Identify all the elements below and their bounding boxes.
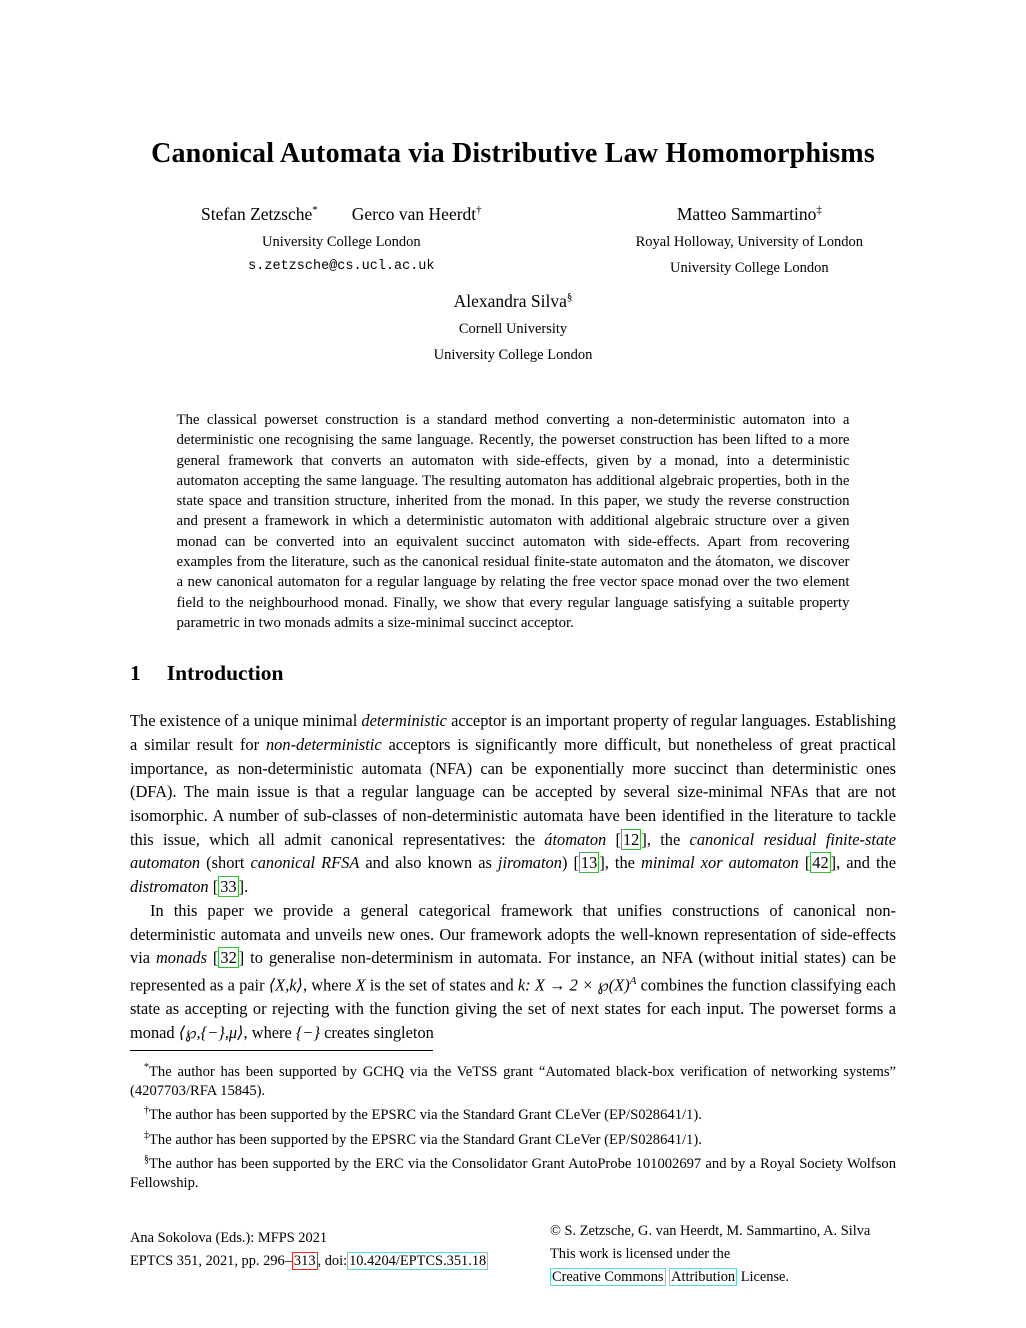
math-inline: X: [355, 975, 366, 995]
citation-link[interactable]: 12: [622, 829, 640, 849]
page-footer: [130, 1220, 896, 1288]
math-inline: ⟨X,k⟩: [268, 975, 303, 995]
footnote-text: The author has been supported by the EPSRC via the Standard Grant CLeVer (EP/S028641/1).: [149, 1131, 702, 1148]
author-names: [130, 291, 896, 312]
publication-info: [130, 1227, 550, 1272]
author-name-sammartino: [677, 204, 822, 224]
author-name-vanheerdt: [352, 204, 482, 224]
math-inline: ⟨℘,{−},μ⟩: [178, 1022, 244, 1042]
link[interactable]: Attribution: [671, 1268, 736, 1285]
emphasis-text: jiromaton: [497, 853, 562, 873]
footnote-4: [130, 1150, 896, 1194]
intro-paragraph-1: The existence of a unique minimal deterministic acceptor is an important property of regular languages. Establishing a similar result for non-deterministic acceptors is significantly more difficult, but nonetheless of great practical importance, as non-deterministic automata (NFA) can be exponentially more succinct than deterministic ones (DFA). The main issue is that a regular language can be accepted by several size-minimal NFAs that are not isomorphic. A number of sub-classes of non-deterministic automata have been identified in the literature to tackle this issue, which all admit canonical representatives: the átomaton [ 12 ], the canonical residual finite-state automaton (short canonical RFSA and also known as jiromaton) [ 13 ], the minimal xor automaton [ 42 ], and the distromaton [ 33 ].: [130, 711, 897, 897]
citation-link[interactable]: 32: [220, 948, 237, 968]
author-name-text: Gerco van Heerdt: [351, 204, 477, 224]
footnotes-block: [130, 1050, 896, 1194]
author-block: [130, 204, 896, 277]
license-line: This work is licensed under the: [550, 1246, 731, 1263]
link[interactable]: 10.4204/EPTCS.351.18: [349, 1253, 487, 1270]
math-superscript: A: [629, 975, 637, 987]
author-names: [603, 204, 896, 225]
author-group-sammartino: [603, 204, 896, 277]
license-links-line: Creative Commons Attribution License.: [552, 1268, 790, 1285]
footnote-mark-section: §: [566, 291, 573, 304]
link[interactable]: Creative Commons: [552, 1268, 664, 1285]
citation-link[interactable]: 13: [580, 853, 598, 873]
copyright-line: © S. Zetzsche, G. van Heerdt, M. Sammartino, A. Silva: [550, 1223, 871, 1240]
proceedings-line: Ana Sokolova (Eds.): MFPS 2021: [130, 1230, 328, 1247]
affiliation: University College London: [433, 347, 593, 363]
emphasis-text: deterministic: [361, 711, 447, 731]
footnote-text: The author has been supported by the ERC via the Consolidator Grant AutoProbe 101002697 and by a Royal Society Wolfson Fellowship.: [130, 1155, 896, 1192]
footnote-marker: ‡: [144, 1129, 149, 1141]
footnote-1: [130, 1058, 896, 1102]
emphasis-text: distromaton: [130, 877, 209, 897]
author-name-silva: [454, 291, 573, 311]
footnote-marker: §: [144, 1153, 149, 1165]
author-group-ucl: [130, 204, 553, 277]
emphasis-text: minimal xor automaton: [640, 853, 799, 873]
emphasis-text: átomaton: [544, 829, 607, 849]
section-heading: [130, 661, 896, 686]
author-name-text: Matteo Sammartino: [676, 204, 817, 224]
footnote-mark-ddagger: ‡: [816, 204, 822, 217]
affiliation: University College London: [262, 234, 421, 250]
citation-link[interactable]: 42: [812, 853, 829, 873]
footnote-mark-dagger: †: [476, 204, 482, 217]
math-inline: {−}: [295, 1022, 321, 1042]
affiliation: Royal Holloway, University of London: [635, 234, 864, 250]
author-group-silva: [130, 291, 896, 364]
emphasis-text: monads: [155, 948, 207, 968]
author-name-text: Alexandra Silva: [453, 291, 567, 311]
eptcs-doi-line: EPTCS 351, 2021, pp. 296– 313 , doi: 10.4204/EPTCS.351.18: [130, 1253, 487, 1270]
paper-title: Canonical Automata via Distributive Law Homomorphisms: [151, 138, 875, 169]
citation-link[interactable]: 33: [220, 877, 237, 897]
footnote-rule: [130, 1050, 433, 1051]
link[interactable]: 313: [293, 1253, 316, 1270]
footnote-mark-asterisk: *: [312, 204, 318, 217]
footnote-3: [130, 1126, 896, 1150]
math-inline: k: X → 2 × ℘(X): [517, 975, 630, 995]
footnote-text: The author has been supported by GCHQ via the VeTSS grant “Automated black-box verification of networking systems” (4207703/RFA 15845).: [130, 1063, 896, 1099]
section-title: Introduction: [166, 661, 284, 686]
affiliation: Cornell University: [458, 321, 568, 337]
footnote-text: The author has been supported by the EPSRC via the Standard Grant CLeVer (EP/S028641/1).: [149, 1107, 702, 1124]
abstract: The classical powerset construction is a standard method converting a non-deterministic automaton into a deterministic one recognising the same language. Recently, the powerset construction has been lifted to a more general framework that converts an automaton with side-effects, given by a monad, into a deterministic automaton accepting the same language. The resulting automaton has additional algebraic properties, both in the state space and transition structure, inherited from the monad. In this paper, we study the reverse construction and present a framework in which a deterministic automaton with additional algebraic structure over a given monad can be converted into an equivalent succinct automaton with side-effects. Apart from recovering examples from the literature, such as the canonical residual finite-state automaton and the átomaton, we discover a new canonical automaton for a regular language by relating the free vector space monad over the two element field to the neighbourhood monad. Finally, we show that every regular language satisfying a suitable property parametric in two monads admits a size-minimal succinct acceptor.: [176, 412, 850, 631]
author-name-zetzsche: [201, 204, 318, 224]
footnote-marker: *: [144, 1061, 149, 1073]
author-names: [130, 204, 553, 225]
emphasis-text: non-deterministic: [265, 734, 382, 754]
footnote-2: [130, 1101, 896, 1125]
emphasis-text: canonical residual finite-state automaton: [130, 829, 896, 873]
intro-paragraph-2: In this paper we provide a general categorical framework that unifies constructions of canonical non-deterministic automata and unveils new ones. Our framework adopts the well-known representation of side-effects via monads [ 32 ] to generalise non-determinism in automata. For instance, an NFA (without initial states) can be represented as a pair ⟨X,k⟩, where X is the set of states and k: $X \to 2 \times ℘(X)^A$ combines the function classifying each state as accepting or rejecting with the function giving the set of next states for each input. The powerset forms a monad ⟨℘,{−},μ⟩, where {−} creates singleton: [130, 900, 896, 1042]
section-number: 1: [130, 661, 141, 686]
footnote-marker: †: [144, 1105, 149, 1117]
author-name-text: Stefan Zetzsche: [201, 204, 313, 224]
license-info: [550, 1220, 896, 1288]
emphasis-text: canonical RFSA: [250, 853, 360, 873]
author-email: s.zetzsche@cs.ucl.ac.uk: [248, 259, 435, 274]
affiliation: University College London: [670, 260, 829, 276]
